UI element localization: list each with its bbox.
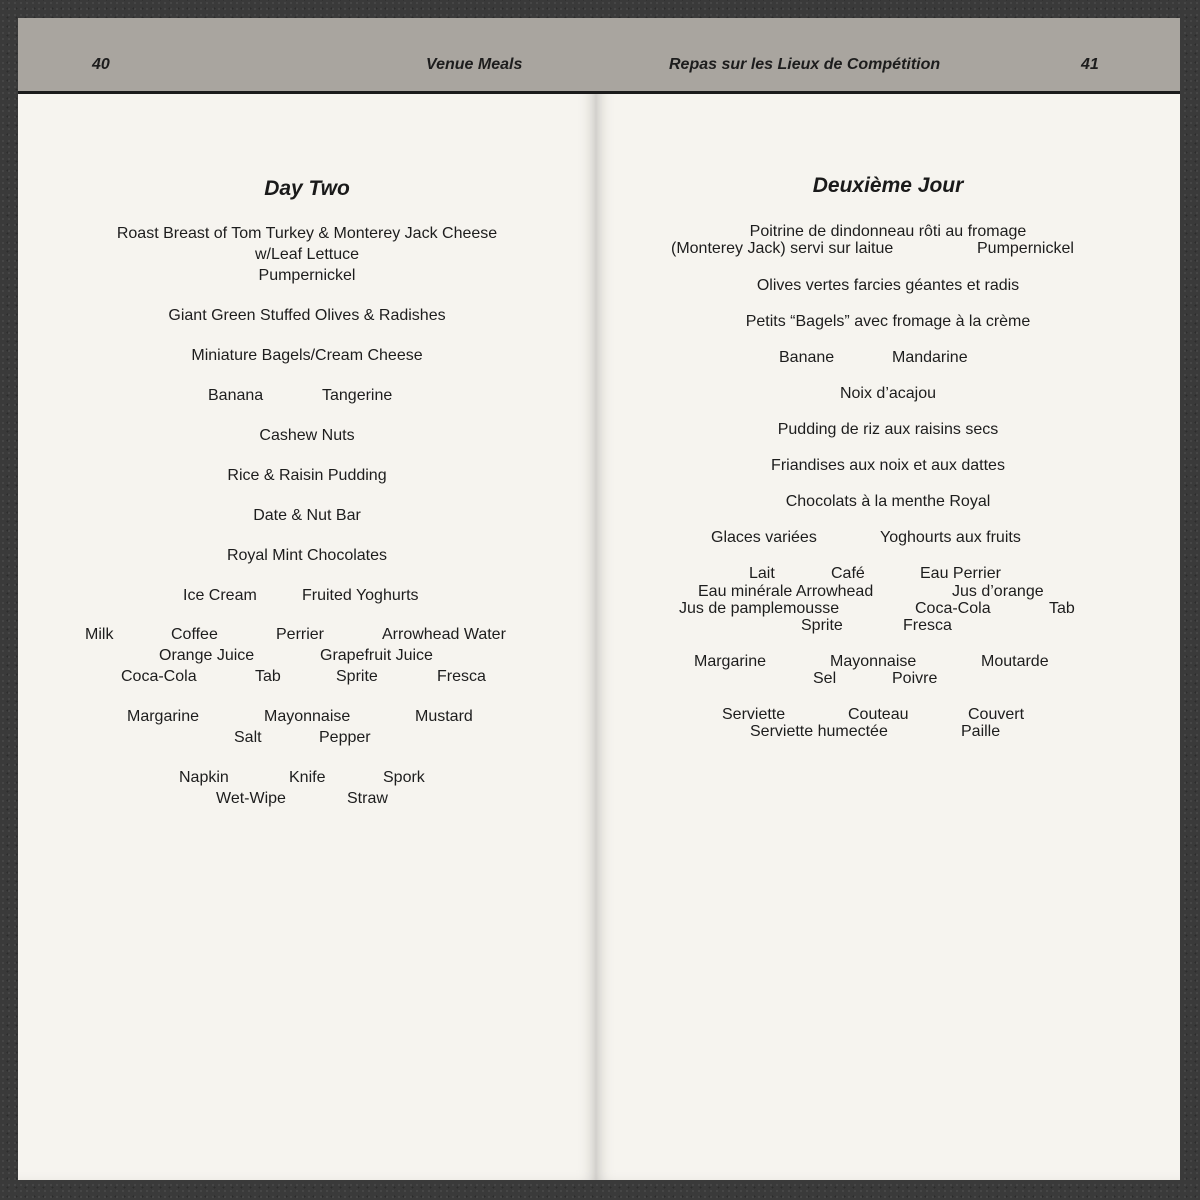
right-bagels: Petits “Bagels” avec fromage à la crème [745,313,1031,330]
right-dessert-yoghourts: Yoghourts aux fruits [880,529,1021,546]
right-fruit-mandarine: Mandarine [892,349,968,366]
left-dessert-yoghurts: Fruited Yoghurts [302,587,419,604]
left-condiment-pepper: Pepper [319,729,371,746]
left-day-title: Day Two [264,177,350,200]
left-page-number: 40 [92,56,110,73]
right-utensil-couvert: Couvert [968,706,1025,723]
left-bar: Date & Nut Bar [253,507,361,524]
left-drink-milk: Milk [85,626,114,643]
left-olives: Giant Green Stuffed Olives & Radishes [168,307,446,324]
right-main-course-line1: Poitrine de dindonneau rôti au fromage [749,223,1027,240]
left-drink-coffee: Coffee [171,626,218,643]
left-page-header [18,18,596,94]
right-utensil-paille: Paille [961,723,1001,740]
right-day-title: Deuxième Jour [812,174,964,197]
left-main-course-line2: w/Leaf Lettuce [254,246,360,263]
right-condiment-margarine: Margarine [694,653,767,670]
left-drink-coca-cola: Coca-Cola [121,668,197,685]
left-condiment-margarine: Margarine [127,708,200,725]
left-pudding: Rice & Raisin Pudding [227,467,387,484]
left-utensil-straw: Straw [347,790,388,807]
right-fruit-banane: Banane [779,349,835,366]
right-main-course-bread: Pumpernickel [977,240,1074,257]
right-drink-cafe: Café [831,565,865,582]
left-condiment-mustard: Mustard [415,708,473,725]
right-drink-arrowhead: Eau minérale Arrowhead [698,583,874,600]
right-condiment-moutarde: Moutarde [981,653,1049,670]
right-nuts: Noix d’acajou [839,385,937,402]
right-bar: Friandises aux noix et aux dattes [771,457,1005,474]
right-main-course-line2: (Monterey Jack) servi sur laitue [671,240,894,257]
left-fruit-tangerine: Tangerine [322,387,393,404]
right-condiment-mayonnaise: Mayonnaise [830,653,917,670]
left-dessert-ice-cream: Ice Cream [183,587,257,604]
right-condiment-poivre: Poivre [892,670,938,687]
right-drink-eau-perrier: Eau Perrier [920,565,1001,582]
left-utensil-spork: Spork [383,769,425,786]
right-chocolates: Chocolats à la menthe Royal [785,493,991,510]
right-utensil-couteau: Couteau [848,706,909,723]
left-drink-tab: Tab [255,668,281,685]
left-condiment-mayonnaise: Mayonnaise [264,708,351,725]
left-condiment-salt: Salt [234,729,262,746]
left-fruit-banana: Banana [208,387,264,404]
right-page-header [596,18,1180,94]
left-drink-perrier: Perrier [276,626,325,643]
right-drink-tab: Tab [1049,600,1075,617]
right-drink-coca-cola: Coca-Cola [915,600,991,617]
right-drink-lait: Lait [749,565,775,582]
left-page [18,18,596,1180]
right-header-title: Repas sur les Lieux de Compétition [669,56,941,73]
left-main-course-bread: Pumpernickel [258,267,356,284]
left-drink-orange-juice: Orange Juice [159,647,255,664]
right-drink-fresca: Fresca [903,617,952,634]
right-pudding: Pudding de riz aux raisins secs [777,421,999,438]
right-olives: Olives vertes farcies géantes et radis [756,277,1020,294]
left-main-course-line1: Roast Breast of Tom Turkey & Monterey Jack Cheese [116,225,498,242]
left-utensil-napkin: Napkin [179,769,229,786]
right-drink-jus-orange: Jus d’orange [952,583,1044,600]
right-dessert-glaces: Glaces variées [711,529,817,546]
left-utensil-wet-wipe: Wet-Wipe [216,790,286,807]
left-drink-arrowhead: Arrowhead Water [382,626,506,643]
right-utensil-serviette-humectee: Serviette humectée [750,723,888,740]
left-chocolates: Royal Mint Chocolates [226,547,388,564]
right-page-number: 41 [1081,56,1099,73]
right-page [596,18,1180,1180]
right-drink-sprite: Sprite [801,617,843,634]
right-drink-pamplemousse: Jus de pamplemousse [679,600,840,617]
left-utensil-knife: Knife [289,769,326,786]
left-header-title: Venue Meals [426,56,523,73]
right-utensil-serviette: Serviette [722,706,786,723]
left-drink-sprite: Sprite [336,668,378,685]
left-drink-fresca: Fresca [437,668,486,685]
left-bagels: Miniature Bagels/Cream Cheese [191,347,423,364]
left-nuts: Cashew Nuts [259,427,355,444]
right-condiment-sel: Sel [813,670,837,687]
left-drink-grapefruit-juice: Grapefruit Juice [320,647,433,664]
